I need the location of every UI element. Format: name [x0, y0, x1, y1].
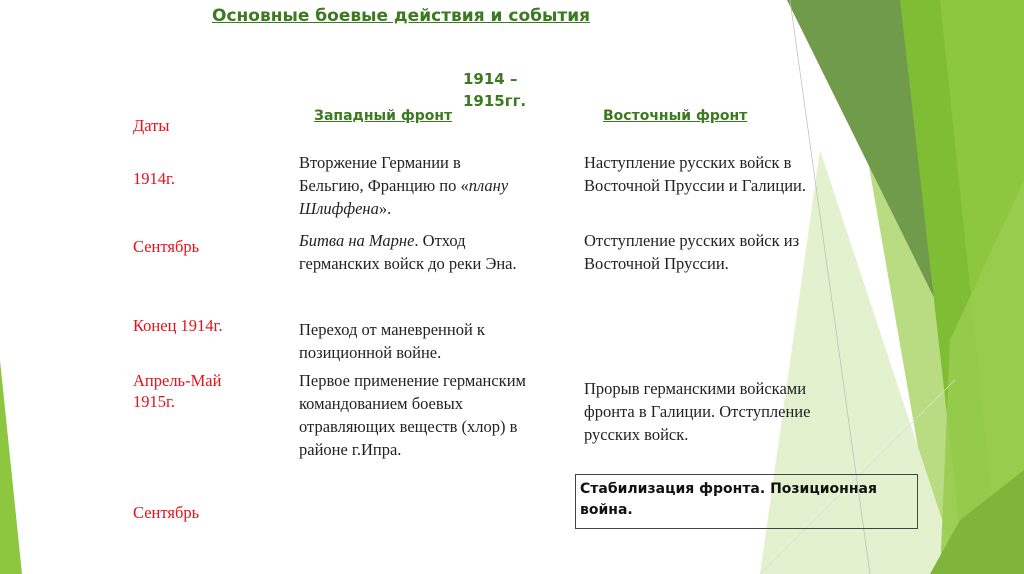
- row-western: Первое применение германским командованием боевых отравляющих веществ (хлор) в районе г.Ипра.: [299, 371, 526, 459]
- period-label: 1914 – 1915гг.: [463, 70, 527, 110]
- row-western: [299, 151, 519, 220]
- header-dates: Даты: [133, 116, 170, 135]
- row-eastern: Прорыв германскими войсками фронта в Галиции. Отступление русских войск.: [584, 379, 811, 444]
- row-date: Конец 1914г.: [133, 316, 223, 335]
- western-emphasis: Битва на Марне: [299, 231, 415, 250]
- western-text: ».: [378, 199, 392, 218]
- western-text: Вторжение Германии в Бельгию, Францию по «: [299, 153, 469, 195]
- western-text: . Отход германских войск до реки Эна.: [299, 231, 517, 273]
- row-date: 1914г.: [133, 169, 176, 188]
- header-eastern-front: Восточный фронт: [603, 108, 748, 124]
- row-date: Апрель-Май 1915г.: [133, 371, 222, 411]
- row-eastern: Наступление русских войск в Восточной Пруссии и Галиции.: [584, 153, 807, 195]
- slide-title: Основные боевые действия и события: [212, 6, 591, 26]
- header-western-front: Западный фронт: [314, 108, 453, 124]
- row-date: Сентябрь: [133, 503, 200, 522]
- row-eastern: Отступление русских войск из Восточной Пруссии.: [584, 231, 800, 273]
- western-emphasis: плану Шлиффена: [299, 176, 509, 218]
- row-date: Сентябрь: [133, 237, 200, 256]
- row-western: Переход от маневренной к позиционной войне.: [299, 320, 485, 362]
- row-western: [299, 229, 534, 275]
- stabilization-box: Стабилизация фронта. Позиционная война.: [575, 474, 918, 529]
